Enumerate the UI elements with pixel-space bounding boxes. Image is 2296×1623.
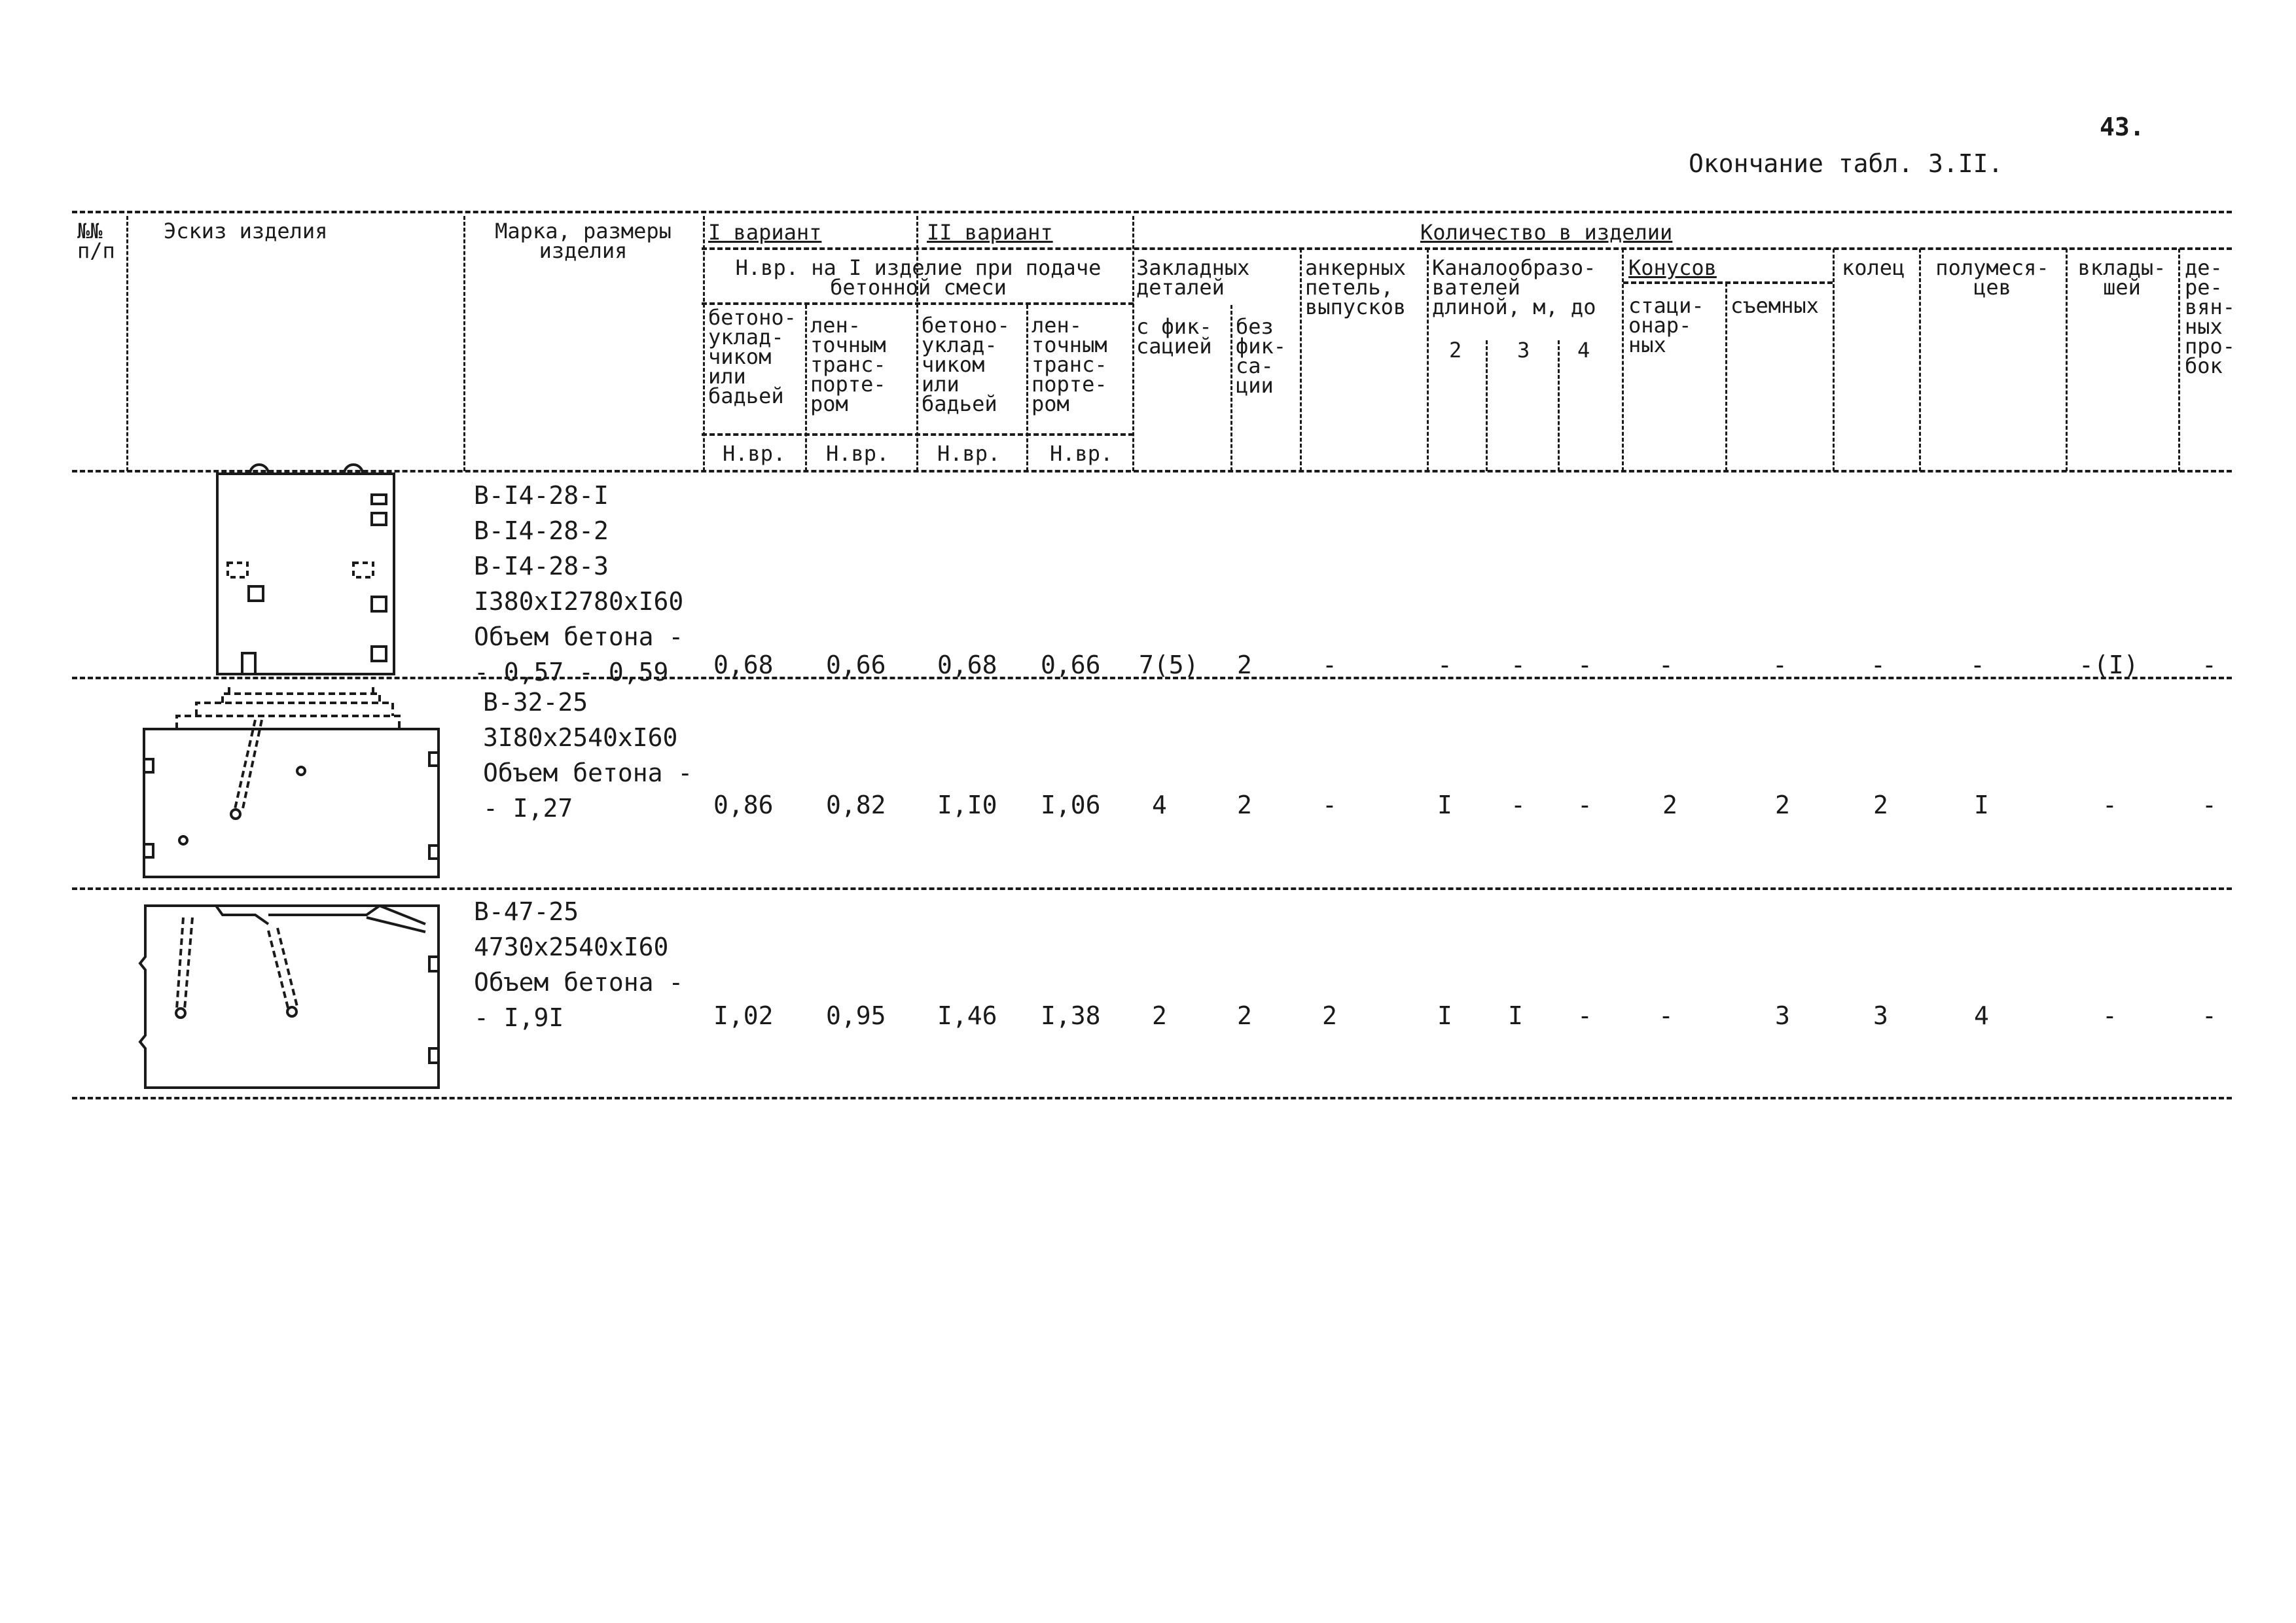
- row2-value: I: [1437, 791, 1452, 819]
- row2-value: I,06: [1041, 791, 1101, 819]
- row2-value: 2: [1662, 791, 1677, 819]
- header-unit-hvr-3: Н.вр.: [937, 441, 1001, 466]
- table-caption: Окончание табл. 3.II.: [1689, 149, 2003, 178]
- vline: [1230, 305, 1232, 471]
- vline: [1300, 249, 1302, 471]
- row3-value: 2: [1237, 1001, 1252, 1030]
- row3-value: I,02: [713, 1001, 774, 1030]
- row3-value: I: [1437, 1001, 1452, 1030]
- row2-value: 0,82: [826, 791, 886, 819]
- row1-value: -: [1871, 651, 1886, 679]
- row3-value: -: [2102, 1001, 2117, 1030]
- header-removable: съемных: [1731, 293, 1819, 318]
- row1-value: 2: [1237, 651, 1252, 679]
- header-unit-hvr-2: Н.вр.: [826, 441, 889, 466]
- vline: [126, 216, 128, 471]
- vline: [1725, 283, 1727, 471]
- header-cones: Конусов: [1628, 255, 1717, 280]
- vline: [2066, 249, 2068, 471]
- header-hvr-title: Н.вр. на I изделие при подаче бетонной смеси: [735, 255, 1102, 300]
- row1-value: 0,68: [937, 651, 997, 679]
- header-embedded: Закладных деталей: [1136, 255, 1250, 300]
- header-quantity: Количество в изделии: [1420, 220, 1673, 245]
- row2-value: I: [1974, 791, 1989, 819]
- header-plugs: де- ре- вян- ных про- бок: [2185, 255, 2236, 378]
- row1-marks: [474, 478, 683, 690]
- mark-line: Объем бетона -: [474, 968, 684, 997]
- row2-value: I,I0: [937, 791, 997, 819]
- header-unit-hvr-1: Н.вр.: [723, 441, 786, 466]
- header-num: №№ п/п: [77, 219, 115, 263]
- row2-value: -: [2102, 791, 2117, 819]
- header-variant2: II вариант: [927, 220, 1053, 245]
- vline: [1558, 340, 1560, 471]
- vline: [1026, 305, 1028, 471]
- header-rule-variants: [702, 247, 2232, 250]
- table-bottom-rule: [72, 1097, 2232, 1099]
- mark-line: 4730х2540хI60: [474, 933, 669, 961]
- row3-value: 0,95: [826, 1001, 886, 1030]
- row3-value: 3: [1873, 1001, 1888, 1030]
- mark-line: - I,9I: [474, 1003, 564, 1032]
- mark-line: Объем бетона -: [474, 622, 684, 651]
- header-sub-bucket2: бетоно- уклад- чиком или бадьей: [922, 313, 1010, 416]
- row3-value: 3: [1775, 1001, 1790, 1030]
- vline: [916, 216, 918, 471]
- header-half-couplings: полумеся- цев: [1935, 255, 2049, 300]
- vline: [1132, 216, 1134, 471]
- row1-value: -: [1772, 651, 1787, 679]
- row1-value: 0,66: [826, 651, 886, 679]
- header-unit-hvr-4: Н.вр.: [1050, 441, 1113, 466]
- vline: [1427, 249, 1429, 471]
- mark-line: В-I4-28-3: [474, 552, 609, 580]
- sketch-b14-28: [209, 458, 406, 681]
- row1-value: -: [1511, 651, 1526, 679]
- mark-line: I380хI2780хI60: [474, 587, 684, 616]
- header-no-fix: без фик- са- ции: [1236, 314, 1287, 398]
- row1-value: 7(5): [1139, 651, 1199, 679]
- mark-line: В-I4-28-I: [474, 481, 609, 510]
- row2-value: -: [1322, 791, 1337, 819]
- row1-value: -: [2202, 651, 2217, 679]
- header-rings: колец: [1842, 255, 1905, 280]
- sketch-b47-25: [137, 891, 445, 1094]
- row1-value: -: [1659, 651, 1674, 679]
- row3-value: I: [1508, 1001, 1523, 1030]
- vline: [703, 216, 705, 471]
- row2-value: 0,86: [713, 791, 774, 819]
- header-sub-belt: лен- точным транс- порте- ром: [810, 313, 886, 416]
- header-mark: Марка, размеры изделия: [495, 219, 672, 263]
- row1-value: -: [1437, 651, 1452, 679]
- row2-value: 4: [1152, 791, 1167, 819]
- row1-value: -(I): [2079, 651, 2139, 679]
- row1-value: -: [1322, 651, 1337, 679]
- row1-value: -: [1970, 651, 1985, 679]
- header-sub-bucket: бетоно- уклад- чиком или бадьей: [708, 305, 797, 408]
- vline: [1833, 249, 1835, 471]
- header-len3: 3: [1517, 338, 1530, 363]
- mark-line: В-I4-28-2: [474, 516, 609, 545]
- vline: [1486, 340, 1488, 471]
- row3-value: 4: [1974, 1001, 1989, 1030]
- header-rule-cones: [1623, 281, 1833, 284]
- mark-line: - I,27: [483, 794, 573, 823]
- header-anchor: анкерных петель, выпусков: [1305, 255, 1407, 319]
- vline: [1622, 249, 1624, 471]
- header-sketch: Эскиз изделия: [164, 219, 328, 243]
- mark-line: В-47-25: [474, 897, 579, 926]
- sketch-b32-25: [137, 681, 445, 883]
- vline: [2178, 249, 2180, 471]
- row3-value: I,46: [937, 1001, 997, 1030]
- row3-value: -: [2202, 1001, 2217, 1030]
- row2-value: -: [1577, 791, 1592, 819]
- table-top-rule: [72, 211, 2232, 213]
- mark-line: Объем бетона -: [483, 758, 693, 787]
- row1-value: -: [1577, 651, 1592, 679]
- row3-value: I,38: [1041, 1001, 1101, 1030]
- row2-marks: [483, 685, 692, 826]
- row2-value: 2: [1237, 791, 1252, 819]
- row2-value: 2: [1775, 791, 1790, 819]
- row3-value: 2: [1322, 1001, 1337, 1030]
- mark-line: 3I80х2540хI60: [483, 723, 678, 752]
- row2-bottom-rule: [72, 887, 2232, 890]
- row3-marks: [474, 894, 683, 1035]
- row2-value: -: [2202, 791, 2217, 819]
- header-channel: Каналообразо- вателей длиной, м, до: [1432, 255, 1596, 319]
- row1-value: 0,66: [1041, 651, 1101, 679]
- mark-line: В-32-25: [483, 688, 588, 717]
- header-inserts: вклады- шей: [2077, 255, 2166, 300]
- row2-value: 2: [1873, 791, 1888, 819]
- page-number: 43.: [2100, 113, 2145, 141]
- header-len4: 4: [1577, 338, 1590, 363]
- vline: [805, 305, 807, 471]
- header-with-fix: с фик- сацией: [1136, 314, 1212, 359]
- row3-value: -: [1659, 1001, 1674, 1030]
- header-sub-belt2: лен- точным транс- порте- ром: [1031, 313, 1107, 416]
- row3-value: 2: [1152, 1001, 1167, 1030]
- header-stationary: стаци- онар- ных: [1628, 293, 1704, 357]
- header-len2: 2: [1449, 338, 1462, 363]
- row1-value: 0,68: [713, 651, 774, 679]
- row3-value: -: [1577, 1001, 1592, 1030]
- mark-line: - 0,57 - 0,59: [474, 658, 669, 687]
- header-variant1: I вариант: [708, 220, 822, 245]
- vline: [463, 216, 465, 471]
- vline: [1919, 249, 1921, 471]
- row2-value: -: [1511, 791, 1526, 819]
